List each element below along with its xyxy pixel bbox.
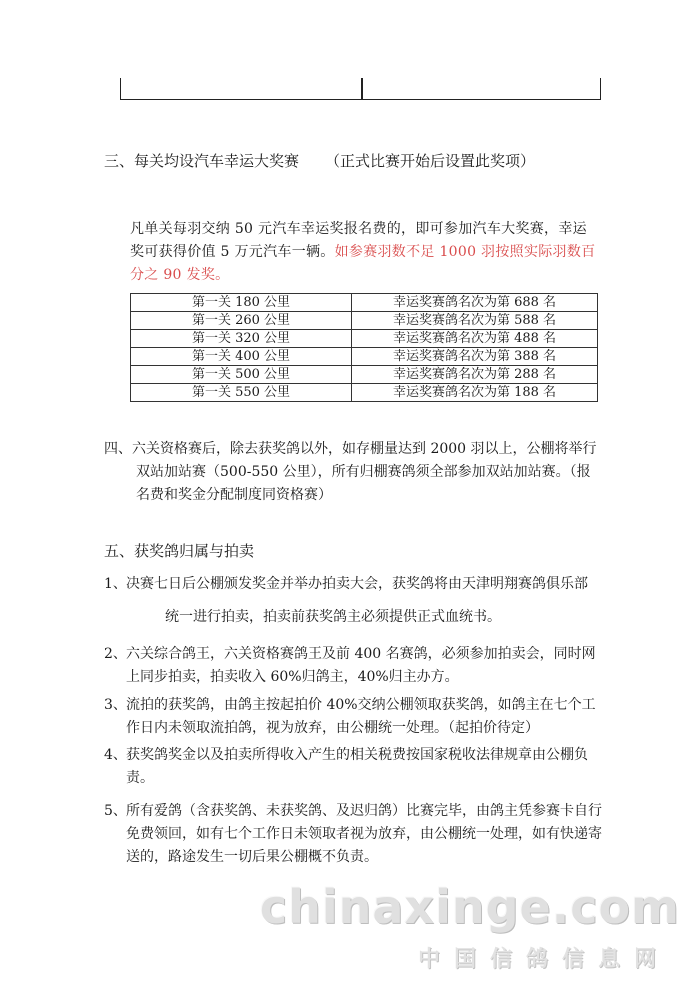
stage-cell: 第一关 550 公里 [131,384,352,402]
section3-title: 三、每关均设汽车幸运大奖赛 [104,152,300,170]
table-divider [361,78,363,100]
table-row [131,294,598,312]
list-item-1-continued: 统一进行拍卖，拍卖前获奖鸽主必须提供正式血统书。 [165,609,501,625]
section4-text: 四、六关资格赛后，除去获奖鸽以外，如存棚量达到 2000 羽以上，公棚将举行双站加站赛（500-550 公里），所有归棚赛鸽须全部参加双站加站赛。（报名费和奖金分配制度同资格赛） [104,441,597,503]
prize-cell: 幸运奖赛鸽名次为第 588 名 [352,312,598,330]
paragraph-text: 凡单关每羽交纳 50 元汽车幸运奖报名费的，即可参加汽车大奖赛，幸运奖可获得价值 5 万元汽车一辆。 [130,221,587,260]
item-number: 2、 [104,646,127,662]
stage-cell: 第一关 320 公里 [131,330,352,348]
list-item-1 [104,573,604,596]
prize-cell: 幸运奖赛鸽名次为第 488 名 [352,330,598,348]
item-text: 六关综合鸽王，六关资格赛鸽王及前 400 名赛鸽，必须参加拍卖会，同时网上同步拍卖，拍卖收入 60%归鸽主，40%归主办方。 [126,646,596,685]
item-number: 5、 [104,803,127,819]
stage-cell: 第一关 400 公里 [131,348,352,366]
list-item-2 [104,643,604,689]
stage-cell: 第一关 260 公里 [131,312,352,330]
table-row [131,384,598,402]
section4-paragraph [104,438,604,507]
table-row [131,348,598,366]
item-text: 获奖鸽奖金以及拍卖所得收入产生的相关税费按国家税收法律规章由公棚负责。 [126,747,588,786]
item-number: 3、 [104,697,127,713]
watermark-site: chinaxinge.com [259,880,680,934]
item-number: 4、 [104,747,127,763]
previous-table-bottom [120,78,601,100]
prize-cell: 幸运奖赛鸽名次为第 688 名 [352,294,598,312]
section3-heading [104,150,535,171]
list-item-5 [104,800,604,869]
prize-cell: 幸运奖赛鸽名次为第 288 名 [352,366,598,384]
table-row [131,330,598,348]
item-text: 流拍的获奖鸽，由鸽主按起拍价 40%交纳公棚领取获奖鸽，如鸽主在七个工作日内未领取流拍鸽，视为放弃，由公棚统一处理。（起拍价待定） [126,697,596,736]
lucky-prize-table [130,293,598,402]
section3-note: （正式比赛开始后设置此奖项） [325,152,536,170]
stage-cell: 第一关 500 公里 [131,366,352,384]
table-row [131,312,598,330]
list-item-3 [104,694,604,740]
watermark-name: 中国信鸽信息网 [417,947,670,972]
paragraph-red-text: 如参赛羽数不足 1000 羽按照实际羽数百分之 90 发奖。 [130,244,596,283]
list-item-4 [104,744,604,790]
section5-heading: 五、获奖鸽归属与拍卖 [104,542,255,560]
item-number: 1、 [104,576,127,592]
stage-cell: 第一关 180 公里 [131,294,352,312]
table-row [131,366,598,384]
prize-cell: 幸运奖赛鸽名次为第 388 名 [352,348,598,366]
item-text: 所有爱鸽（含获奖鸽、未获奖鸽、及迟归鸽）比赛完毕，由鸽主凭参赛卡自行免费领回，如有七个工作日未领取者视为放弃，由公棚统一处理，如有快递寄送的，路途发生一切后果公棚概不负责。 [126,803,602,865]
item-text: 决赛七日后公棚颁发奖金并举办拍卖大会，获奖鸽将由天津明翔赛鸽俱乐部 [126,576,588,592]
prize-cell: 幸运奖赛鸽名次为第 188 名 [352,384,598,402]
section3-paragraph [130,218,600,287]
